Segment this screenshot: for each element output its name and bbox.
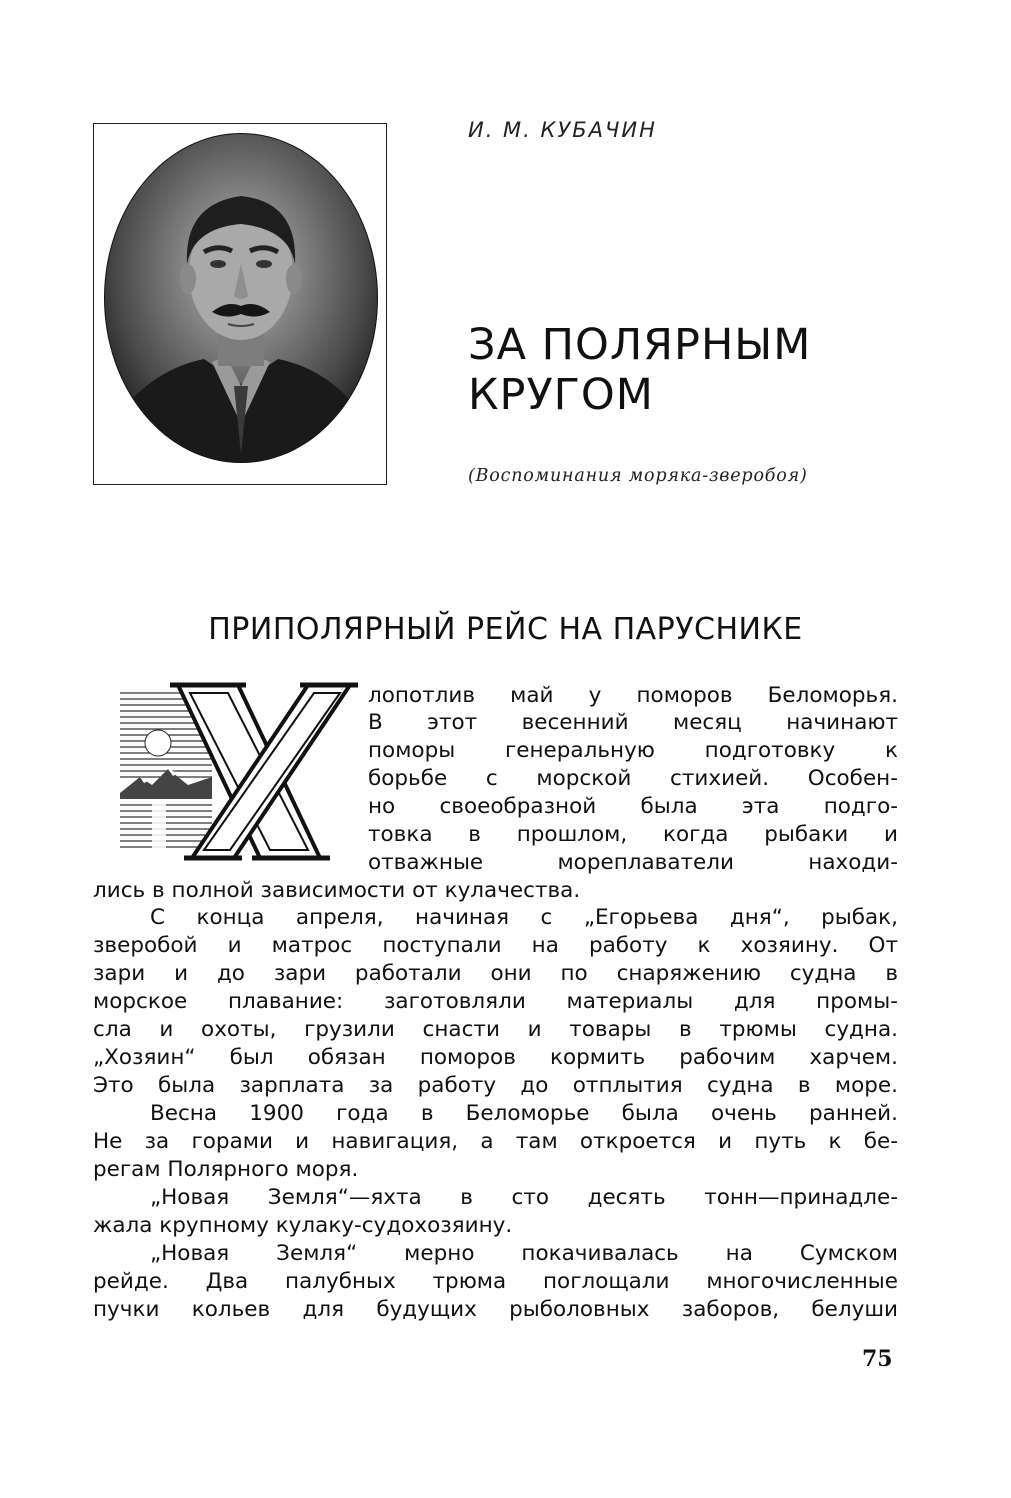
portrait-image [94,124,388,486]
body-line: лопотлив май у поморов Беломорья. [368,683,898,708]
body-line: Весна 1900 года в Беломорье была очень ранней. [150,1101,898,1126]
body-line: поморы генеральную подготовку к [368,738,898,763]
title-line-1: ЗА ПОЛЯРНЫМ [468,320,812,370]
body-line: зари и до зари работали они по снаряжению судна в [93,961,898,986]
body-line: жала крупному кулаку-судохозяину. [93,1213,513,1238]
body-line: товка в прошлом, когда рыбаки и [368,822,898,847]
title-line-2: КРУГОМ [468,370,654,420]
body-line: пучки кольев для будущих рыболовных заборов, белуши [93,1297,898,1322]
body-line: но своеобразной была эта подго- [368,794,898,819]
body-line: регам Полярного моря. [93,1157,359,1182]
body-line: рейде. Два палубных трюма поглощали многочисленные [93,1269,898,1294]
body-line: В этот весенний месяц начинают [368,710,898,735]
body-line: сла и охоты, грузили снасти и товары в трюмы судна. [93,1017,898,1042]
author-portrait [93,123,387,485]
section-heading: ПРИПОЛЯРНЫЙ РЕЙС НА ПАРУСНИКЕ [208,612,803,647]
body-line: „Новая Земля“ мерно покачивалась на Сумском [150,1241,898,1266]
body-line: С конца апреля, начиная с „Егорьева дня“, рыбак, [150,905,898,930]
body-line: лись в полной зависимости от кулачества. [93,878,581,903]
author-name: И. М. КУБАЧИН [468,118,657,142]
body-line: „Хозяин“ был обязан поморов кормить рабочим харчем. [93,1045,898,1070]
article-title [468,320,968,420]
drop-cap-moon [145,730,171,756]
body-line: зверобой и матрос поступали на работу к хозяину. От [93,933,898,958]
article-subtitle: (Воспоминания моряка-зверобоя) [468,466,808,486]
body-line: „Новая Земля“—яхта в сто десять тонн—принадле- [150,1185,898,1210]
body-line: Не за горами и навигация, а там откроется и путь к бе- [93,1129,898,1154]
page-number: 75 [862,1346,893,1372]
drop-cap-illustration [118,681,360,862]
body-line: морское плавание: заготовляли материалы для промы- [93,989,898,1014]
body-line: борьбе с морской стихией. Особен- [368,766,898,791]
body-line: отважные мореплаватели находи- [368,850,898,875]
body-line: Это была зарплата за работу до отплытия судна в море. [93,1073,898,1098]
